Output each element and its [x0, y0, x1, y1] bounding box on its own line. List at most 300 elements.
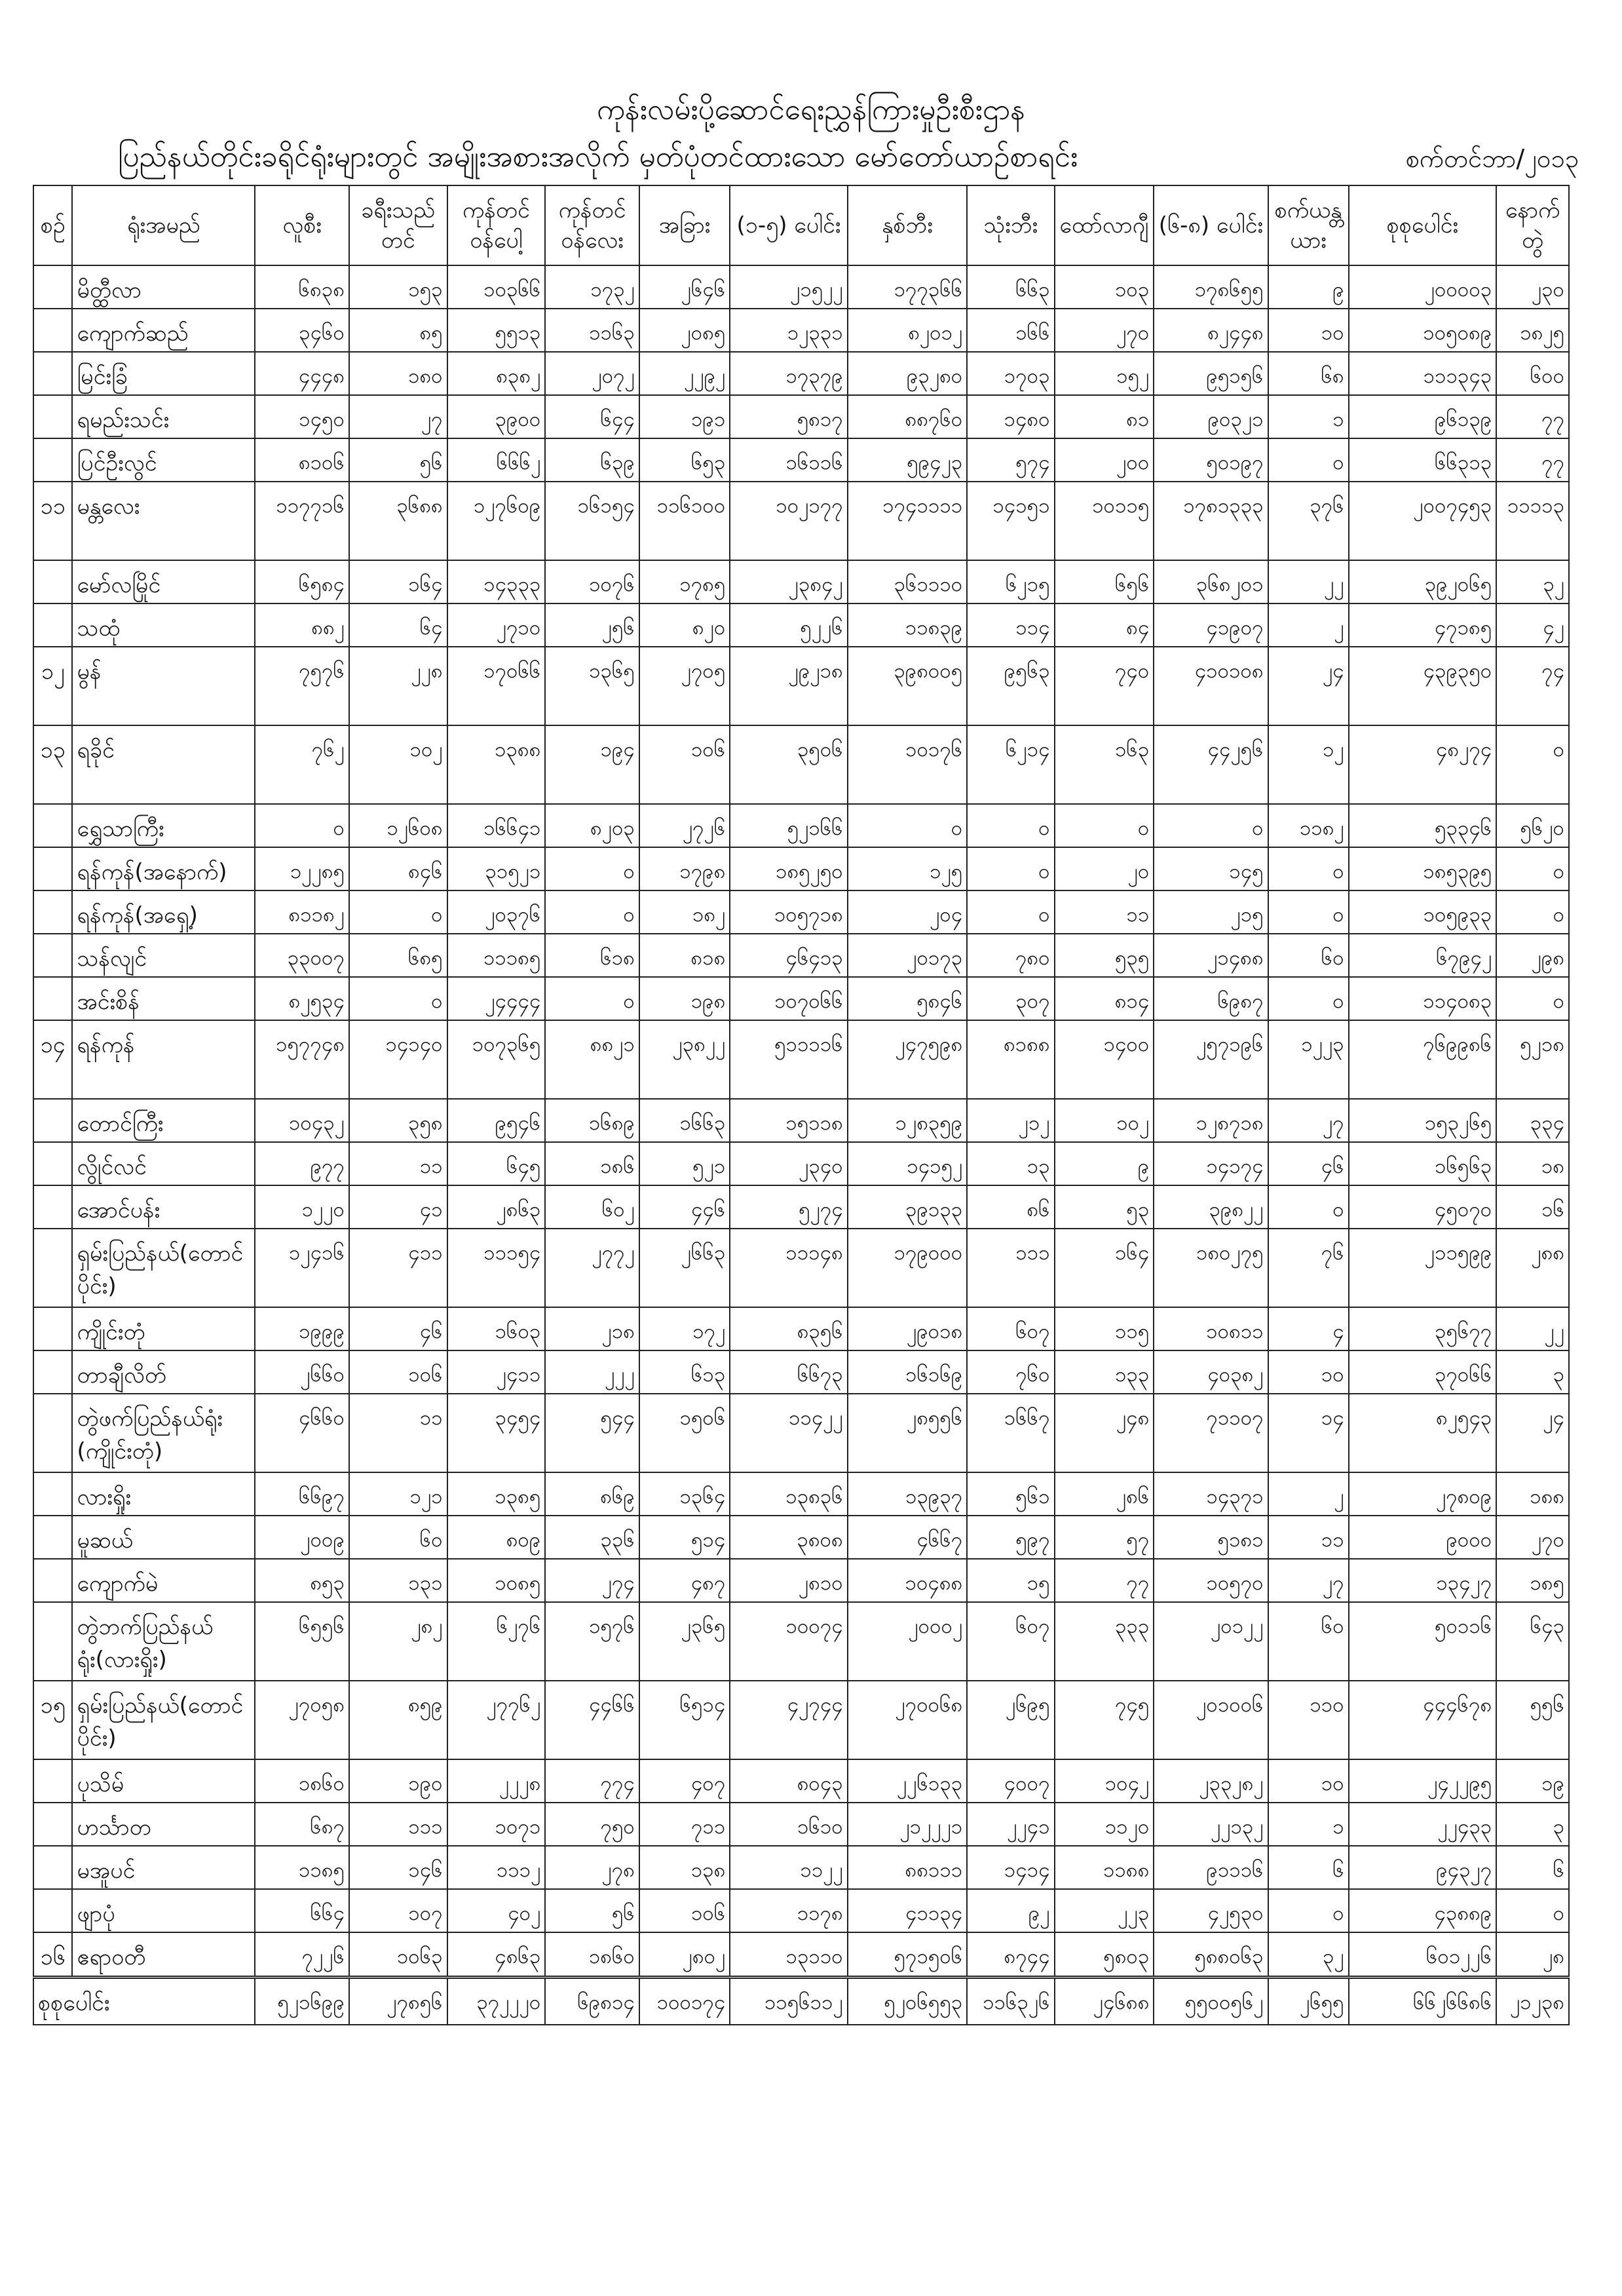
value-cell: ၅၅၆: [1496, 1681, 1569, 1759]
value-cell: ၁၅၂: [1055, 352, 1154, 395]
value-cell: ၈၁၄: [1055, 977, 1154, 1020]
value-cell: ၉: [1268, 265, 1349, 309]
value-cell: ၂၇၀: [1055, 309, 1154, 352]
value-cell: ၁၂၈၇၁၈: [1154, 1099, 1268, 1142]
value-cell: ၆၂၁၅: [967, 560, 1054, 603]
value-cell: ၂၂၂: [545, 1350, 639, 1394]
value-cell: ၂၂၃: [1055, 1889, 1154, 1932]
office-name-cell: ရှမ်းပြည်နယ်(တောင်ပိုင်း): [72, 1229, 255, 1307]
value-cell: ၂၄၄၄၄: [447, 977, 546, 1020]
value-cell: ၄၄၆၆: [545, 1681, 639, 1759]
value-cell: ၄၂၇၄၄: [730, 1681, 847, 1759]
serial-cell: [33, 1394, 72, 1472]
value-cell: ၀: [967, 804, 1054, 847]
value-cell: ၆၅၁၄: [639, 1681, 730, 1759]
table-row: [33, 847, 1569, 890]
value-cell: ၈၇၄၄: [967, 1932, 1054, 1978]
office-name-cell: ရှမ်းပြည်နယ်(တောင်ပိုင်း): [72, 1681, 255, 1759]
value-cell: ၄၈၆၃: [447, 1932, 546, 1978]
serial-cell: [33, 1846, 72, 1889]
value-cell: ၀: [349, 977, 447, 1020]
column-header: ရုံးအမည်: [72, 185, 255, 265]
value-cell: ၅၈၀၃: [1055, 1932, 1154, 1978]
value-cell: ၂: [1268, 1472, 1349, 1516]
serial-cell: [33, 309, 72, 352]
value-cell: ၁၄၁၄၀: [349, 1020, 447, 1099]
total-value-cell: ၃၇၂၂၂၀: [447, 1978, 546, 2025]
page-title: ကုန်းလမ်းပို့ဆောင်ရေးညွှန်ကြားမှုဦးစီးဌာန: [596, 93, 1026, 126]
value-cell: ၂၄၂၂၉၅: [1349, 1759, 1497, 1803]
office-name-cell: အင်းစိန်: [72, 977, 255, 1020]
value-cell: ၁၈၈: [1496, 1472, 1569, 1516]
office-name-cell: မန္တလေး: [72, 482, 255, 560]
value-cell: ၁၄၈၀: [967, 395, 1054, 438]
office-name-cell: ကျောက်မဲ: [72, 1559, 255, 1602]
value-cell: ၁၄၅: [1154, 847, 1268, 890]
value-cell: ၁၃၈၅: [447, 1472, 546, 1516]
value-cell: ၈၆၉: [545, 1472, 639, 1516]
value-cell: ၁၆၄: [1055, 1229, 1154, 1307]
serial-cell: [33, 1099, 72, 1142]
value-cell: ၆၆၇၃: [730, 1350, 847, 1394]
total-value-cell: ၂၆၅၅: [1268, 1978, 1349, 2025]
value-cell: ၂၄၇၅၉၈: [848, 1020, 968, 1099]
office-name-cell: ကျိုင်းတုံ: [72, 1307, 255, 1350]
table-row: [33, 1759, 1569, 1803]
table-row: [33, 977, 1569, 1020]
table-row: [33, 1516, 1569, 1559]
value-cell: ၂၈၅၅၆: [848, 1394, 968, 1472]
value-cell: ၂၇၀: [1496, 1516, 1569, 1559]
value-cell: ၂၂၆၁၃၃: [848, 1759, 968, 1803]
value-cell: ၁၈၆: [545, 1142, 639, 1185]
value-cell: ၀: [1496, 890, 1569, 934]
total-value-cell: ၂၁၂၃၈: [1496, 1978, 1569, 2025]
value-cell: ၀: [1496, 725, 1569, 804]
value-cell: ၂၁၂၂၂၁: [848, 1803, 968, 1846]
value-cell: ၂၆၆၀: [255, 1350, 349, 1394]
value-cell: ၅၇၄: [967, 438, 1054, 482]
value-cell: ၁၁၈၈: [1055, 1846, 1154, 1889]
value-cell: ၁၁၇၈: [730, 1889, 847, 1932]
value-cell: ၅၆၁: [967, 1472, 1054, 1516]
value-cell: ၃၂: [1496, 560, 1569, 603]
serial-cell: [33, 1559, 72, 1602]
serial-cell: ၁၄: [33, 1020, 72, 1099]
value-cell: ၀: [1154, 804, 1268, 847]
value-cell: ၂၀၀၀၀၃: [1349, 265, 1497, 309]
column-header: လူစီး: [255, 185, 349, 265]
value-cell: ၁၀၅၇၀: [1154, 1559, 1268, 1602]
serial-cell: [33, 1889, 72, 1932]
value-cell: ၁၆၄: [349, 560, 447, 603]
value-cell: ၆၈: [1268, 352, 1349, 395]
value-cell: ၂၄: [1496, 1394, 1569, 1472]
value-cell: ၄၆၄၁၃: [730, 934, 847, 977]
total-value-cell: ၅၂၁၆၉၉: [255, 1978, 349, 2025]
page-subtitle: ပြည်နယ်တိုင်းခရိုင်ရုံးများတွင် အမျိုးအစားအလိုက် မှတ်ပုံတင်ထားသော မော်တော်ယာဉ်စာရင်း: [118, 140, 1078, 174]
value-cell: ၁၅၃၂၆၅: [1349, 1099, 1497, 1142]
value-cell: ၆၆၆၂: [447, 438, 546, 482]
value-cell: ၁၉၉၉: [255, 1307, 349, 1350]
office-name-cell: ရန်ကုန်: [72, 1020, 255, 1099]
value-cell: ၆၄၄: [545, 395, 639, 438]
value-cell: ၁၀၇: [349, 1889, 447, 1932]
value-cell: ၇၁၁၀၇: [1154, 1394, 1268, 1472]
value-cell: ၇၄: [1496, 647, 1569, 725]
value-cell: ၂၁၅၂၂: [730, 265, 847, 309]
office-name-cell: တောင်ကြီး: [72, 1099, 255, 1142]
value-cell: ၁: [1268, 395, 1349, 438]
value-cell: ၆၁၈: [545, 934, 639, 977]
table-row: [33, 1307, 1569, 1350]
value-cell: ၂၀၁၇၃: [848, 934, 968, 977]
value-cell: ၂၈၈: [1496, 1229, 1569, 1307]
table-row: [33, 1846, 1569, 1889]
value-cell: ၆၀၁၂၂၆: [1349, 1932, 1497, 1978]
value-cell: ၂၂၂၈: [447, 1759, 546, 1803]
office-name-cell: ကျောက်ဆည်: [72, 309, 255, 352]
value-cell: ၉: [1055, 1142, 1154, 1185]
value-cell: ၂၃၀: [1496, 265, 1569, 309]
total-row: [33, 1978, 1569, 2025]
value-cell: ၂၁၁၅၉၉: [1349, 1229, 1497, 1307]
value-cell: ၁၀၆၃: [349, 1932, 447, 1978]
value-cell: ၃၉၈၀၀၅: [848, 647, 968, 725]
value-cell: ၅၅၁၃: [447, 309, 546, 352]
serial-cell: [33, 890, 72, 934]
serial-cell: [33, 934, 72, 977]
serial-cell: [33, 1759, 72, 1803]
value-cell: ၁၀၅၀၈၉: [1349, 309, 1497, 352]
value-cell: ၆၈၇: [255, 1803, 349, 1846]
value-cell: ၈၅: [349, 309, 447, 352]
serial-cell: [33, 265, 72, 309]
value-cell: ၂၁၂: [967, 1099, 1054, 1142]
table-row: [33, 1681, 1569, 1759]
value-cell: ၀: [1496, 1889, 1569, 1932]
total-value-cell: ၂၄၆၈၈: [1055, 1978, 1154, 2025]
value-cell: ၁၆၆: [967, 309, 1054, 352]
value-cell: ၁၁: [349, 1142, 447, 1185]
serial-cell: [33, 1185, 72, 1229]
value-cell: ၆၂၇၆: [447, 1602, 546, 1681]
value-cell: ၁၉: [1496, 1759, 1569, 1803]
table-row: [33, 1559, 1569, 1602]
value-cell: ၈၅၉: [349, 1681, 447, 1759]
value-cell: ၆၅၈၄: [255, 560, 349, 603]
value-cell: ၈၂၅၄၃: [1349, 1394, 1497, 1472]
value-cell: ၂၆၉၅: [967, 1681, 1054, 1759]
office-name-cell: မအူပင်: [72, 1846, 255, 1889]
value-cell: ၁၂၅: [848, 847, 968, 890]
serial-cell: [33, 352, 72, 395]
column-header: ကုန်တင်ဝန်လေး: [545, 185, 639, 265]
value-cell: ၀: [545, 847, 639, 890]
value-cell: ၁၀၁၇၆: [848, 725, 968, 804]
value-cell: ၈၂၀၃: [545, 804, 639, 847]
value-cell: ၂၂၈: [349, 647, 447, 725]
value-cell: ၇၆၂: [255, 725, 349, 804]
office-name-cell: တာချီလိတ်: [72, 1350, 255, 1394]
value-cell: ၂၀၀၉: [255, 1516, 349, 1559]
value-cell: ၆၄၃: [1496, 1602, 1569, 1681]
value-cell: ၅၃၃၄၆: [1349, 804, 1497, 847]
value-cell: ၈၂၀: [639, 603, 730, 647]
value-cell: ၈၂၅၃၄: [255, 977, 349, 1020]
value-cell: ၄၈၂၇၄: [1349, 725, 1497, 804]
value-cell: ၂၇၈၀၉: [1349, 1472, 1497, 1516]
value-cell: ၁၂၈၃၅၉: [848, 1099, 968, 1142]
value-cell: ၃၇၆: [1268, 482, 1349, 560]
column-header: စက်ယန္တယား: [1268, 185, 1349, 265]
value-cell: ၃၅၆၇၇: [1349, 1307, 1497, 1350]
value-cell: ၄၆၆၀: [255, 1394, 349, 1472]
value-cell: ၁၁၀: [1268, 1681, 1349, 1759]
value-cell: ၁၁: [349, 1394, 447, 1472]
value-cell: ၂၃၆၅: [639, 1602, 730, 1681]
value-cell: ၇၆၉၉၈၆: [1349, 1020, 1497, 1099]
value-cell: ၀: [1055, 804, 1154, 847]
value-cell: ၁၀: [1268, 1350, 1349, 1394]
office-name-cell: ဟင်္သာတ: [72, 1803, 255, 1846]
value-cell: ၉၂: [967, 1889, 1054, 1932]
value-cell: ၁၁၈၅: [255, 1846, 349, 1889]
table-row: [33, 482, 1569, 560]
value-cell: ၁၆၁၁၆: [730, 438, 847, 482]
value-cell: ၆၆၄: [255, 1889, 349, 1932]
value-cell: ၃၆၈၂၀၁: [1154, 560, 1268, 603]
value-cell: ၂၀၀၇၄၅၃: [1349, 482, 1497, 560]
value-cell: ၃၉၀၀: [447, 395, 546, 438]
office-name-cell: ပြင်ဦးလွင်: [72, 438, 255, 482]
value-cell: ၁၁၈၂: [1268, 804, 1349, 847]
value-cell: ၁၃၆၅: [545, 647, 639, 725]
serial-cell: [33, 977, 72, 1020]
value-cell: ၆၆၉၇: [255, 1472, 349, 1516]
total-value-cell: ၆၉၈၁၄: [545, 1978, 639, 2025]
value-cell: ၃: [1496, 1803, 1569, 1846]
column-header: နောက်တွဲ: [1496, 185, 1569, 265]
value-cell: ၁၀၀၇၄: [730, 1602, 847, 1681]
value-cell: ၇၄၀: [1055, 647, 1154, 725]
value-cell: ၀: [1268, 847, 1349, 890]
value-cell: ၃၄၅၄: [447, 1394, 546, 1472]
value-cell: ၄၀၂: [447, 1889, 546, 1932]
value-cell: ၈၈၂၁: [545, 1020, 639, 1099]
value-cell: ၂၂: [1496, 1307, 1569, 1350]
value-cell: ၂၅၆: [545, 603, 639, 647]
value-cell: ၆၄၅: [447, 1142, 546, 1185]
serial-cell: [33, 1350, 72, 1394]
value-cell: ၄၁၁: [349, 1229, 447, 1307]
value-cell: ၁၅၁၁၈: [730, 1099, 847, 1142]
value-cell: ၁၆၃: [1055, 725, 1154, 804]
value-cell: ၆၁၃: [639, 1350, 730, 1394]
serial-cell: [33, 1602, 72, 1681]
value-cell: ၁: [1268, 1803, 1349, 1846]
value-cell: ၁၅၇၇၄၈: [255, 1020, 349, 1099]
value-cell: ၂၇: [1268, 1559, 1349, 1602]
value-cell: ၁၂၁: [349, 1472, 447, 1516]
value-cell: ၂၈၆: [1055, 1472, 1154, 1516]
value-cell: ၁၄၁၅၁: [967, 482, 1054, 560]
value-cell: ၁၀၆: [639, 1889, 730, 1932]
serial-cell: [33, 847, 72, 890]
value-cell: ၉၄၃၂၇: [1349, 1846, 1497, 1889]
table-row: [33, 560, 1569, 603]
value-cell: ၁၈၀၂၇၅: [1154, 1229, 1268, 1307]
table-row: [33, 647, 1569, 725]
value-cell: ၃၃၀၀၇: [255, 934, 349, 977]
value-cell: ၂၁၅: [1154, 890, 1268, 934]
value-cell: ၁၀၄၂: [1055, 1759, 1154, 1803]
value-cell: ၅၂၂၆: [730, 603, 847, 647]
office-name-cell: ရန်ကုန်(အရှေ့): [72, 890, 255, 934]
serial-cell: [33, 1229, 72, 1307]
value-cell: ၁၀၈၁၁: [1154, 1307, 1268, 1350]
value-cell: ၆၀: [1268, 1602, 1349, 1681]
value-cell: ၉၀၀၀: [1349, 1516, 1497, 1559]
value-cell: ၁၆၁၆၉: [848, 1350, 968, 1394]
value-cell: ၀: [255, 804, 349, 847]
value-cell: ၅၉၇: [967, 1516, 1054, 1559]
value-cell: ၂၈၁၀: [730, 1559, 847, 1602]
value-cell: ၂၄: [1268, 647, 1349, 725]
value-cell: ၄၆၆၇: [848, 1516, 968, 1559]
table-row: [33, 603, 1569, 647]
value-cell: ၁၁၁၈၅: [447, 934, 546, 977]
value-cell: ၆၀၇: [967, 1602, 1054, 1681]
table-row: [33, 438, 1569, 482]
value-cell: ၈၈၂: [255, 603, 349, 647]
value-cell: ၅၁၈၁: [1154, 1516, 1268, 1559]
table-row: [33, 395, 1569, 438]
value-cell: ၀: [848, 804, 968, 847]
office-name-cell: မိတ္ထီလာ: [72, 265, 255, 309]
value-cell: ၁၂: [1268, 725, 1349, 804]
value-cell: ၈၄၆: [349, 847, 447, 890]
value-cell: ၁၇၈၅: [639, 560, 730, 603]
value-cell: ၈၈၁၁၁: [848, 1846, 968, 1889]
value-cell: ၁၈၆၀: [255, 1759, 349, 1803]
value-cell: ၄၅၀၇၀: [1349, 1185, 1497, 1229]
table-row: [33, 1020, 1569, 1099]
value-cell: ၇၇: [1055, 1559, 1154, 1602]
value-cell: ၀: [1496, 847, 1569, 890]
value-cell: ၄၃၈၈၉: [1349, 1889, 1497, 1932]
value-cell: ၅၉၄၂၃: [848, 438, 968, 482]
column-header: နှစ်ဘီး: [848, 185, 968, 265]
value-cell: ၁၀၇၁: [447, 1803, 546, 1846]
value-cell: ၆: [1268, 1846, 1349, 1889]
value-cell: ၁၆၁၀: [730, 1803, 847, 1846]
value-cell: ၁၀၆: [349, 1350, 447, 1394]
value-cell: ၇၂၂၆: [255, 1932, 349, 1978]
value-cell: ၁၃၈၈: [447, 725, 546, 804]
value-cell: ၃၉၁၃၃: [848, 1185, 968, 1229]
value-cell: ၁၁၅: [1055, 1307, 1154, 1350]
value-cell: ၉၀၃၂၁: [1154, 395, 1268, 438]
value-cell: ၁၆၀၃: [447, 1307, 546, 1350]
value-cell: ၁၀၄၈၈: [848, 1559, 968, 1602]
table-row: [33, 1803, 1569, 1846]
value-cell: ၁၁၁၁၃: [1496, 482, 1569, 560]
value-cell: ၁၈၅: [1496, 1559, 1569, 1602]
column-header: စုစုပေါင်း: [1349, 185, 1497, 265]
value-cell: ၁၄: [1268, 1394, 1349, 1472]
value-cell: ၂: [1268, 603, 1349, 647]
value-cell: ၁၄၅၀: [255, 395, 349, 438]
value-cell: ၈၁၈၈: [967, 1020, 1054, 1099]
total-value-cell: ၂၇၈၅၆: [349, 1978, 447, 2025]
office-name-cell: ရခိုင်: [72, 725, 255, 804]
value-cell: ၆၆၃: [967, 265, 1054, 309]
value-cell: ၆၅၆: [1055, 560, 1154, 603]
table-row: [33, 1932, 1569, 1978]
total-value-cell: ၁၁၆၃၂၆: [967, 1978, 1054, 2025]
office-name-cell: သန်လျင်: [72, 934, 255, 977]
value-cell: ၃၃၃: [1055, 1602, 1154, 1681]
value-cell: ၁၇၃၂: [545, 265, 639, 309]
value-cell: ၈၁၈: [639, 934, 730, 977]
value-cell: ၄၂၅၃၀: [1154, 1889, 1268, 1932]
value-cell: ၁၁၁၅၄: [447, 1229, 546, 1307]
value-cell: ၂၀: [1055, 847, 1154, 890]
value-cell: ၁၅၃: [349, 265, 447, 309]
value-cell: ၁၁၈၃၉: [848, 603, 968, 647]
value-cell: ၂၃၈၂၂: [639, 1020, 730, 1099]
value-cell: ၁၀၇၃၆၅: [447, 1020, 546, 1099]
value-cell: ၅၆: [545, 1889, 639, 1932]
value-cell: ၂၀၈၅: [639, 309, 730, 352]
value-cell: ၁၃၄၂၇: [1349, 1559, 1497, 1602]
table-header-row: [33, 185, 1569, 265]
value-cell: ၈၁၀၆: [255, 438, 349, 482]
value-cell: ၁၈: [1496, 1142, 1569, 1185]
value-cell: ၂၃၄၀: [730, 1142, 847, 1185]
office-name-cell: လားရှိုး: [72, 1472, 255, 1516]
value-cell: ၁၇၄၁၁၁၁: [848, 482, 968, 560]
value-cell: ၂၇၀၅: [639, 647, 730, 725]
value-cell: ၈၃၈၂: [447, 352, 546, 395]
value-cell: ၇၇: [1496, 395, 1569, 438]
value-cell: ၁၁၁၂: [447, 1846, 546, 1889]
value-cell: ၁၁၁: [967, 1229, 1054, 1307]
value-cell: ၁၂၇၆၀၉: [447, 482, 546, 560]
value-cell: ၃၃၄: [1496, 1099, 1569, 1142]
table-row: [33, 1142, 1569, 1185]
value-cell: ၁၀၁၁၅: [1055, 482, 1154, 560]
value-cell: ၈၅၃: [255, 1559, 349, 1602]
serial-cell: [33, 804, 72, 847]
value-cell: ၁၁၄၀၈၃: [1349, 977, 1497, 1020]
value-cell: ၁၀၂၁၇၇: [730, 482, 847, 560]
value-cell: ၂၂၉၂: [639, 352, 730, 395]
serial-cell: [33, 560, 72, 603]
value-cell: ၄၀၀၇: [967, 1759, 1054, 1803]
value-cell: ၂၅၇၁၉၆: [1154, 1020, 1268, 1099]
value-cell: ၉၅၄၆: [447, 1099, 546, 1142]
value-cell: ၆၀၀: [1496, 352, 1569, 395]
table-row: [33, 1229, 1569, 1307]
value-cell: ၁၁: [1055, 890, 1154, 934]
value-cell: ၃၉၂၀၆၅: [1349, 560, 1497, 603]
table-row: [33, 1099, 1569, 1142]
value-cell: ၁၇၇၃၆၆: [848, 265, 968, 309]
value-cell: ၁၄၁၄: [967, 1846, 1054, 1889]
value-cell: ၅၀၁၁၆: [1349, 1602, 1497, 1681]
